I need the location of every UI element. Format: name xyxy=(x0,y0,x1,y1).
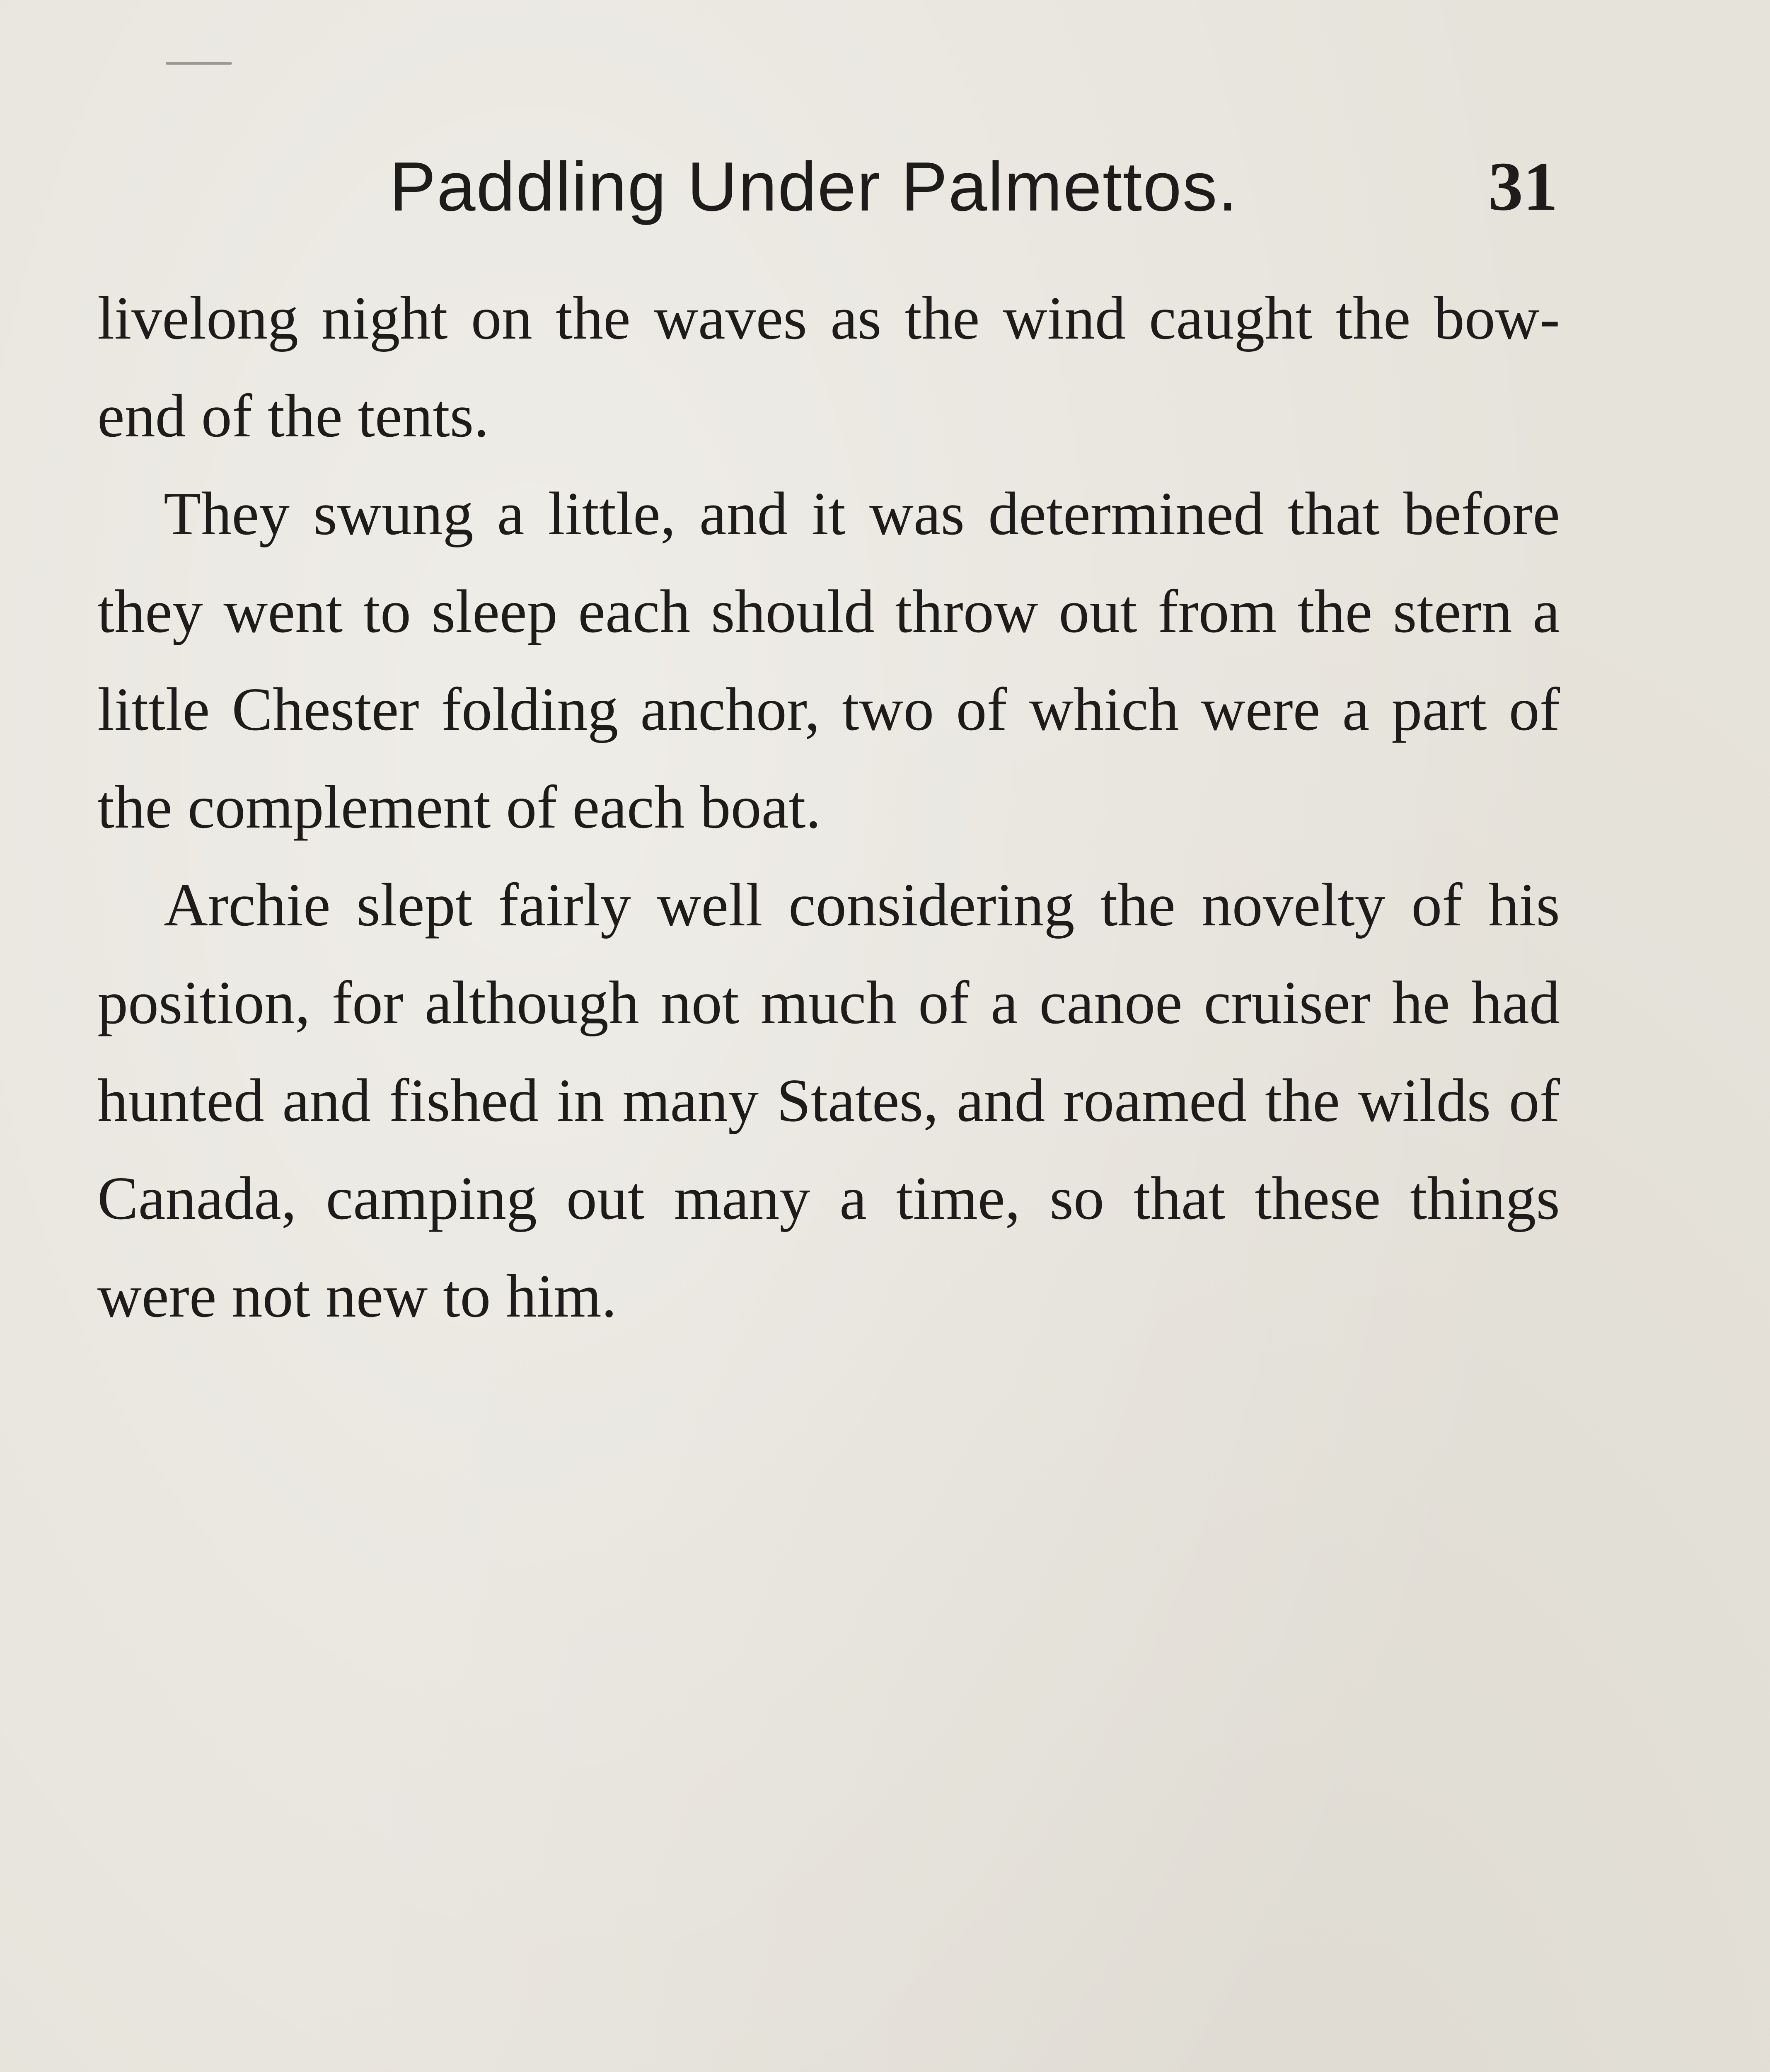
text-line: before they went to sleep each should throw out xyxy=(97,480,1560,646)
text-line: Archie slept fairly well considering the novelty of xyxy=(164,871,1463,939)
text-line: bow-end of the tents. xyxy=(97,284,1560,450)
text-line: he had hunted and fished in many States, and roamed xyxy=(97,969,1560,1135)
text-line: They swung a little, and it was determined that xyxy=(164,480,1380,548)
text-line: that these things were not new to him. xyxy=(97,1164,1560,1330)
paragraph-3 xyxy=(97,856,1560,1345)
text-line: his position, for although not much of a canoe cruiser xyxy=(97,871,1560,1037)
paper-speck xyxy=(166,62,232,65)
page-number: 31 xyxy=(1488,148,1558,225)
text-line: from the stern a little Chester folding anchor, two of xyxy=(97,578,1560,743)
text-line: livelong night on the waves as the wind caught the xyxy=(97,284,1411,352)
text-line: the wilds of Canada, camping out many a time, so xyxy=(97,1067,1560,1232)
text-line: which were a part of the complement of each boat. xyxy=(97,675,1560,841)
paragraph-2 xyxy=(97,465,1560,856)
running-head xyxy=(99,137,1558,236)
body-text xyxy=(97,269,1560,1345)
running-title: Paddling Under Palmettos. xyxy=(389,148,1238,225)
paragraph-1 xyxy=(97,269,1560,465)
